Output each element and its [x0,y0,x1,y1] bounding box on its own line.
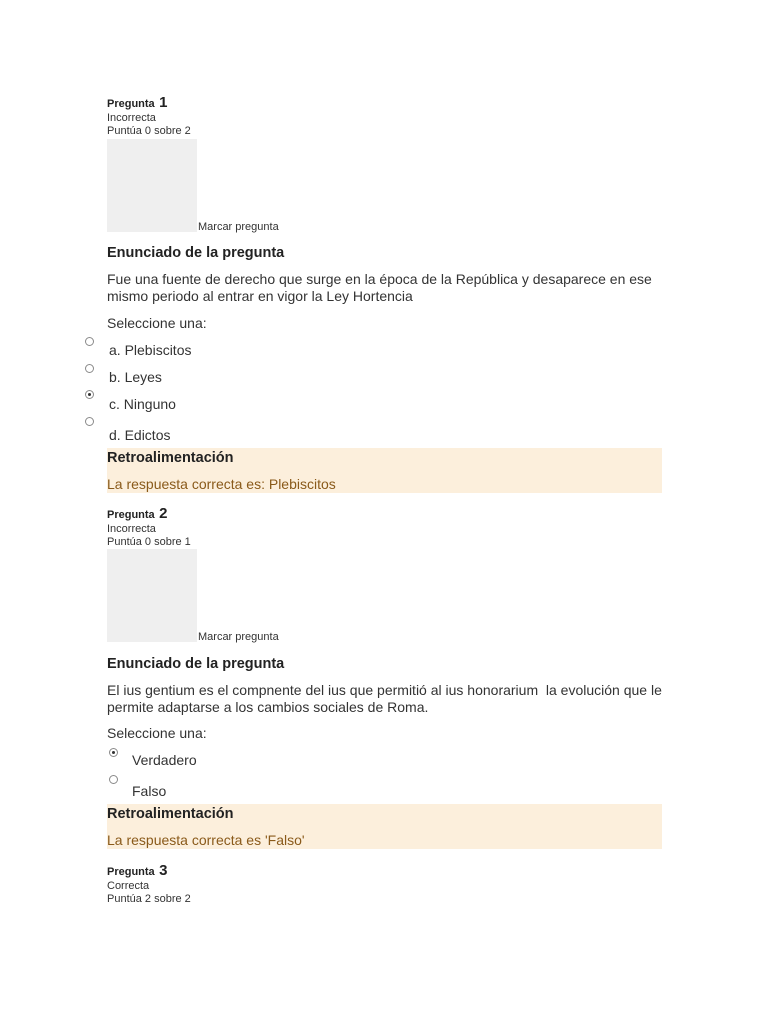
option-d-label[interactable]: d. Edictos [109,427,171,443]
option-b-label[interactable]: b. Leyes [109,369,162,385]
select-one-prompt: Seleccione una: [107,315,207,331]
option-false-label[interactable]: Falso [132,783,167,799]
flag-question-icon[interactable] [107,549,197,642]
question-3-info [107,862,167,880]
feedback-panel [107,804,662,849]
question-label: Pregunta [107,98,155,110]
radio-option-a[interactable] [85,337,94,346]
question-state: Incorrecta [107,523,156,535]
question-heading: Enunciado de la pregunta [107,245,285,261]
radio-true-selected[interactable] [109,748,118,757]
flag-question-link[interactable]: Marcar pregunta [198,221,279,233]
question-number: 2 [159,505,168,522]
feedback-panel [107,448,662,493]
option-a-label[interactable]: a. Plebiscitos [109,342,192,358]
radio-false[interactable] [109,775,118,784]
question-label: Pregunta [107,866,155,878]
question-state: Incorrecta [107,112,156,124]
question-1-info [107,94,167,112]
question-text-line-2: mismo periodo al entrar en vigor la Ley Hortencia [107,288,413,304]
option-true-label[interactable]: Verdadero [132,752,197,768]
question-label: Pregunta [107,509,155,521]
question-text-line-1: Fue una fuente de derecho que surge en la época de la República y desaparece en ese [107,271,652,287]
flag-question-link[interactable]: Marcar pregunta [198,631,279,643]
feedback-text: La respuesta correcta es: Plebiscitos [107,476,336,492]
question-text-line-1: El ius gentium es el compnente del ius que permitió al ius honorarium la evolución que le [107,682,662,698]
question-score: Puntúa 2 sobre 2 [107,893,191,905]
question-score: Puntúa 0 sobre 2 [107,125,191,137]
question-heading: Enunciado de la pregunta [107,656,285,672]
question-score: Puntúa 0 sobre 1 [107,536,191,548]
question-2-info [107,505,167,523]
question-number: 3 [159,862,168,879]
radio-option-c-selected[interactable] [85,390,94,399]
flag-question-icon[interactable] [107,139,197,232]
feedback-heading: Retroalimentación [107,450,234,466]
feedback-heading: Retroalimentación [107,806,234,822]
select-one-prompt: Seleccione una: [107,725,207,741]
question-number: 1 [159,94,168,111]
question-state: Correcta [107,880,150,892]
feedback-text: La respuesta correcta es 'Falso' [107,832,305,848]
radio-option-b[interactable] [85,364,94,373]
option-c-label[interactable]: c. Ninguno [109,396,176,412]
radio-option-d[interactable] [85,417,94,426]
question-text-line-2: permite adaptarse a los cambios sociales de Roma. [107,699,429,715]
